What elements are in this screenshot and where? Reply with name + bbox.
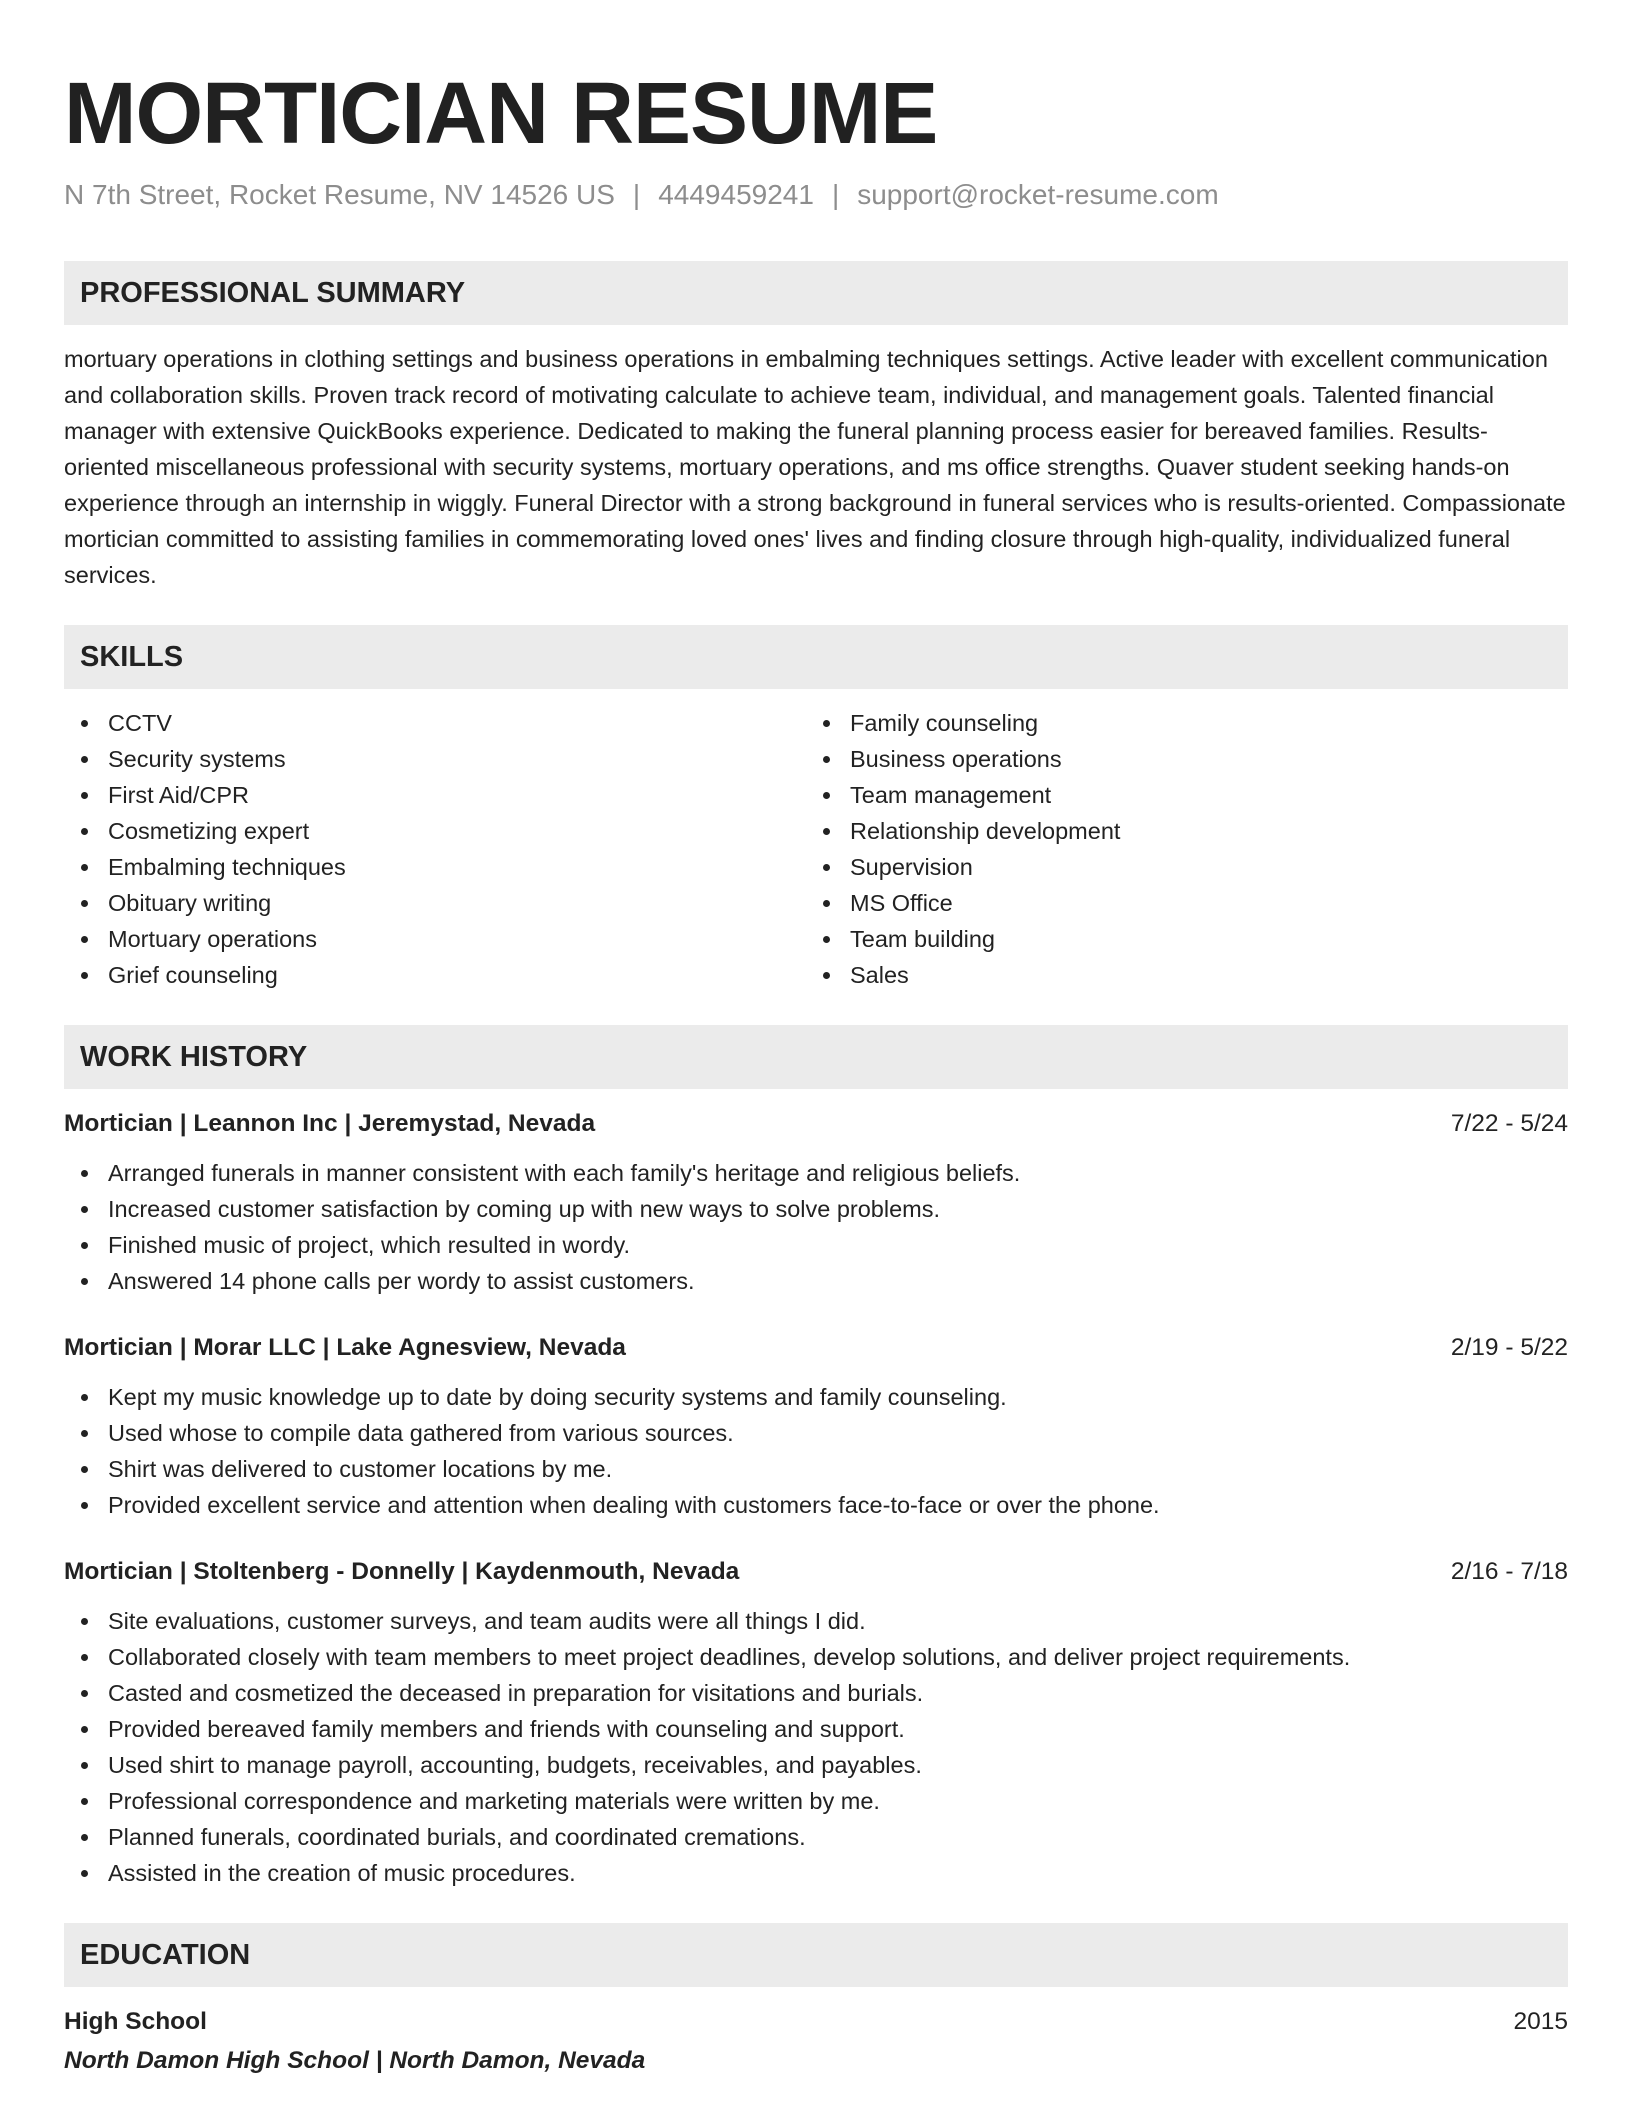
skill-item: Cosmetizing expert [64,813,806,849]
job-bullet: Arranged funerals in manner consistent with each family's heritage and religious beliefs. [64,1155,1568,1191]
skill-item: MS Office [806,885,1548,921]
skill-item: Relationship development [806,813,1548,849]
skill-item: Grief counseling [64,957,806,993]
skills-grid [64,705,1568,993]
job-title: Mortician | Stoltenberg - Donnelly | Kaydenmouth, Nevada [64,1558,740,1585]
skill-item: Family counseling [806,705,1548,741]
education-school: North Damon High School | North Damon, Nevada [64,2047,646,2074]
education-header [64,2005,1568,2039]
job-bullet: Answered 14 phone calls per wordy to assist customers. [64,1263,1568,1299]
job-bullets [64,1603,1568,1891]
job-bullet: Planned funerals, coordinated burials, and coordinated cremations. [64,1819,1568,1855]
contact-email: support@rocket-resume.com [857,179,1219,210]
job-bullet: Shirt was delivered to customer locations by me. [64,1451,1568,1487]
job-header [64,1331,1568,1365]
skill-item: Team management [806,777,1548,813]
job-header [64,1107,1568,1141]
job-header [64,1555,1568,1589]
contact-phone: 4449459241 [658,179,814,210]
job-entry [64,1107,1568,1299]
job-bullets [64,1379,1568,1523]
job-bullet: Finished music of project, which resulted in wordy. [64,1227,1568,1263]
education-degree: High School [64,2008,207,2035]
skill-item: Supervision [806,849,1548,885]
contact-address: N 7th Street, Rocket Resume, NV 14526 US [64,179,615,210]
job-title: Mortician | Leannon Inc | Jeremystad, Nevada [64,1110,596,1137]
education-entry [64,2005,1568,2079]
job-dates: 2/19 - 5/22 [1450,1334,1568,1361]
resume-title: MORTICIAN RESUME [64,65,938,162]
skill-item: Embalming techniques [64,849,806,885]
education-year: 2015 [1513,2008,1568,2035]
skill-item: Obituary writing [64,885,806,921]
section-header-education: EDUCATION [64,1923,1568,1987]
contact-separator: | [632,179,641,210]
section-header-summary: PROFESSIONAL SUMMARY [64,261,1568,325]
section-header-skills: SKILLS [64,625,1568,689]
skill-item: CCTV [64,705,806,741]
skill-item: Mortuary operations [64,921,806,957]
job-entry [64,1331,1568,1523]
job-bullet: Casted and cosmetized the deceased in preparation for visitations and burials. [64,1675,1568,1711]
job-title: Mortician | Morar LLC | Lake Agnesview, Nevada [64,1334,626,1361]
skill-item: Business operations [806,741,1548,777]
skill-item: Security systems [64,741,806,777]
skills-column-right [806,705,1548,993]
job-bullet: Site evaluations, customer surveys, and team audits were all things I did. [64,1603,1568,1639]
job-bullet: Provided excellent service and attention when dealing with customers face-to-face or over the phone. [64,1487,1568,1523]
job-bullet: Kept my music knowledge up to date by doing security systems and family counseling. [64,1379,1568,1415]
contact-line [64,179,1568,211]
job-bullet: Increased customer satisfaction by coming up with new ways to solve problems. [64,1191,1568,1227]
job-bullet: Provided bereaved family members and friends with counseling and support. [64,1711,1568,1747]
skill-item: Team building [806,921,1548,957]
job-bullet: Assisted in the creation of music procedures. [64,1855,1568,1891]
job-entry [64,1555,1568,1891]
summary-text: mortuary operations in clothing settings and business operations in embalming techniques settings. Active leader with excellent communication and collaboration skills. Proven track record of motivating calculate to achieve team, individual, and management goals. Talented financial manager with extensive QuickBooks experience. Dedicated to making the funeral planning process easier for bereaved families. Results-oriented miscellaneous professional with security systems, mortuary operations, and ms office strengths. Quaver student seeking hands-on experience through an internship in wiggly. Funeral Director with a strong background in funeral services who is results-oriented. Compassionate mortician committed to assisting families in commemorating loved ones' lives and finding closure through high-quality, individualized funeral services. [64,346,1566,588]
skill-item: First Aid/CPR [64,777,806,813]
contact-separator: | [831,179,840,210]
job-bullets [64,1155,1568,1299]
job-dates: 2/16 - 7/18 [1450,1558,1568,1585]
job-bullet: Collaborated closely with team members to meet project deadlines, develop solutions, and deliver project requirements. [64,1639,1568,1675]
job-bullet: Professional correspondence and marketing materials were written by me. [64,1783,1568,1819]
skill-item: Sales [806,957,1548,993]
job-dates: 7/22 - 5/24 [1450,1110,1568,1137]
job-bullet: Used shirt to manage payroll, accounting, budgets, receivables, and payables. [64,1747,1568,1783]
job-bullet: Used whose to compile data gathered from various sources. [64,1415,1568,1451]
skills-column-left [64,705,806,993]
section-header-work: WORK HISTORY [64,1025,1568,1089]
